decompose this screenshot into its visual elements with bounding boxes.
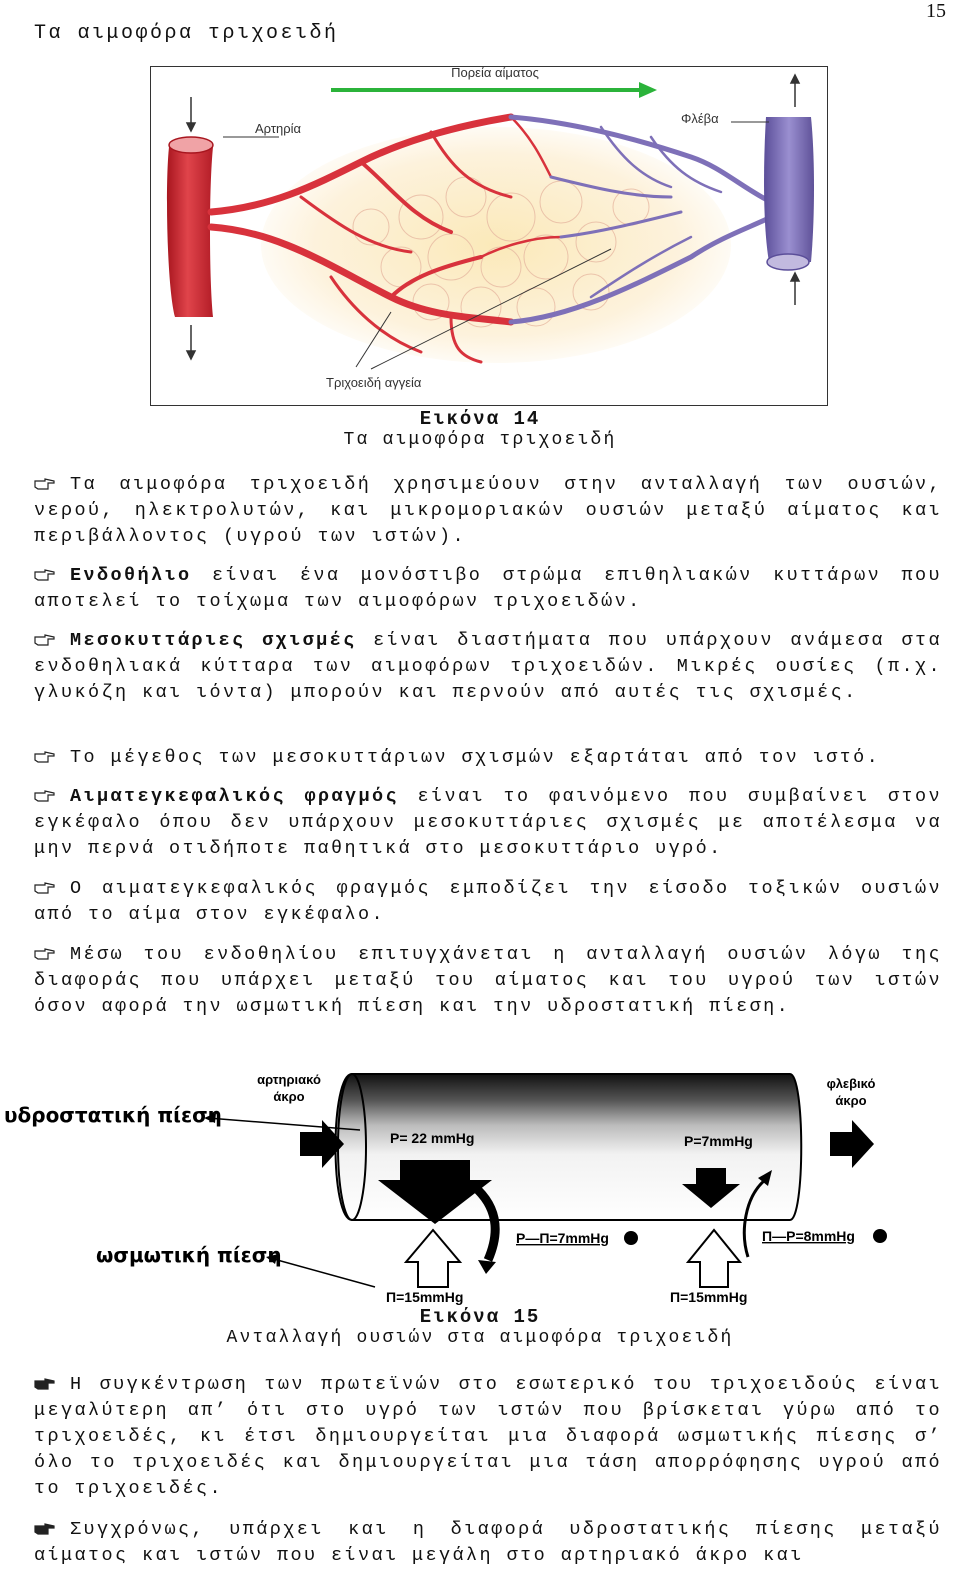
- paragraph-endothelium: [34, 563, 942, 615]
- left-osmotic-arrow: [406, 1230, 460, 1287]
- paragraph-text: Μέσω του ενδοθηλίου επιτυγχάνεται η ανταλλαγή ουσιών λόγω της διαφοράς που υπάρχει μεταξύ του αίματος και του υγρού των ιστών όσον αφορά την ωσμωτική πίεση και την υδροστατική πίεση.: [34, 944, 942, 1017]
- paragraph-hydrostatic-difference: [34, 1517, 942, 1569]
- vein-vessel: [764, 117, 814, 262]
- section-title: Τα αιμοφόρα τριχοειδή: [34, 22, 339, 45]
- paragraph-text: Ο αιματεγκεφαλικός φραγμός εμποδίζει την είσοδο τοξικών ουσιών από το αίμα στον εγκέφαλο.: [34, 878, 942, 925]
- flow-arrow-head: [639, 82, 657, 98]
- pointing-hand-icon: [34, 568, 56, 582]
- pressure-diff-right-label: Π—P=8mmHg: [762, 1228, 855, 1244]
- figure-15-caption: [0, 1306, 960, 1348]
- pointing-hand-icon: [34, 477, 56, 491]
- paragraph-text: Η συγκέντρωση των πρωτεϊνών στο εσωτερικό του τριχοειδούς είναι μεγαλύτερη απ’ ότι στο υγρό των ιστών που βρίσκεται γύρω από το τριχοειδές, κι έτσι δημιουργείται μια διαφορά ωσμωτικής πίεσης σ’ όλο το τριχοειδές και δημιουργείται μια τάση απορρόφησης υγρού από το τριχοειδές.: [34, 1374, 942, 1499]
- pointing-hand-icon: [34, 1377, 56, 1391]
- venous-end-label-2: άκρο: [835, 1093, 867, 1108]
- oncotic-left-label: Π=15mmHg: [386, 1289, 464, 1305]
- pressure-diff-left-label: P—Π=7mmHg: [516, 1230, 609, 1246]
- paragraph-pressure-exchange: [34, 942, 942, 1020]
- paragraph-text: είναι το φαινόμενο που συμβαίνει στον εγκέφαλο όπου δεν υπάρχουν μεσοκυττάριες σχισμές με αποτέλεσμα να μην περνά οτιδήποτε παθητικά στο μεσοκυττάριο υγρό.: [34, 786, 942, 859]
- paragraph-protein-concentration: [34, 1372, 942, 1502]
- page-number: 15: [926, 0, 946, 22]
- venous-end-label-1: φλεβικό: [826, 1076, 876, 1091]
- figure-15-caption-title: Εικόνα 15: [419, 1306, 541, 1328]
- oncotic-right-label: Π=15mmHg: [670, 1289, 748, 1305]
- term-blood-brain-barrier: Αιματεγκεφαλικός φραγμός: [70, 786, 400, 807]
- osmotic-pressure-label: ωσμωτική πίεση: [96, 1243, 282, 1267]
- paragraph-cleft-size: [34, 745, 942, 771]
- figure-14-caption-title: Εικόνα 14: [419, 408, 541, 430]
- figure-14-caption-subtitle: Τα αιμοφόρα τριχοειδή: [343, 430, 617, 450]
- pointing-hand-icon: [34, 789, 56, 803]
- paragraph-text: είναι ένα μονόστιβο στρώμα επιθηλιακών κυττάρων που αποτελεί το τοίχωμα των αιμοφόρων τριχοειδών.: [34, 565, 942, 612]
- left-curved-arrowhead: [478, 1260, 496, 1274]
- paragraph-text: Τα αιμοφόρα τριχοειδή χρησιμεύουν στην ανταλλαγή των ουσιών, νερού, ηλεκτρολυτών, και μικρομοριακών ουσιών μεταξύ αίματος και περιβάλλοντος (υγρού των ιστών).: [34, 474, 942, 547]
- paragraph-barrier-toxins: [34, 876, 942, 928]
- pointing-hand-icon: [34, 1522, 56, 1536]
- figure-15-svg: [0, 1062, 960, 1312]
- vein-opening: [767, 254, 809, 270]
- artery-opening: [169, 137, 213, 153]
- paragraph-text: Συγχρόνως, υπάρχει και η διαφορά υδροστατικής πίεσης μεταξύ αίματος και ιστών που είναι μεγάλη στο αρτηριακό άκρο και: [34, 1519, 942, 1566]
- artery-vessel: [167, 147, 213, 317]
- pointing-hand-icon: [34, 881, 56, 895]
- term-endothelium: Ενδοθήλιο: [70, 565, 192, 586]
- term-intercellular-clefts: Μεσοκυττάριες σχισμές: [70, 630, 357, 651]
- pressure-left-label: P= 22 mmHg: [390, 1130, 475, 1146]
- paragraph-intercellular-clefts: [34, 628, 942, 706]
- exit-arrow: [830, 1120, 874, 1168]
- tissue-area: [261, 127, 731, 363]
- flow-label: Πορεία αίματος: [451, 67, 539, 80]
- arterial-end-label-1: αρτηριακό: [257, 1072, 321, 1087]
- osmotic-pointer: [270, 1258, 375, 1287]
- right-osmotic-arrow: [688, 1230, 740, 1287]
- paragraph-blood-brain-barrier: [34, 784, 942, 862]
- paragraph-text: είναι διαστήματα που υπάρχουν ανάμεσα στα ενδοθηλιακά κύτταρα των αιμοφόρων τριχοειδών. Μικρές ουσίες (π.χ. γλυκόζη και ιόντα) μπορούν και περνούν από αυτές τις σχισμές.: [34, 630, 942, 703]
- pointing-hand-icon: [34, 947, 56, 961]
- vein-label: Φλέβα: [681, 111, 719, 126]
- hydrostatic-pressure-label: υδροστατική πίεση: [4, 1103, 222, 1127]
- arterial-end-label-2: άκρο: [273, 1089, 305, 1104]
- artery-label: Αρτηρία: [255, 121, 302, 136]
- left-bullet-dot: [624, 1231, 638, 1245]
- figure-14-capillaries-illustration: [150, 66, 828, 406]
- right-bullet-dot: [873, 1229, 887, 1243]
- figure-15-exchange-diagram: [0, 1062, 960, 1312]
- figure-15-caption-subtitle: Ανταλλαγή ουσιών στα αιμοφόρα τριχοειδή: [226, 1328, 734, 1348]
- figure-14-caption: [0, 408, 960, 450]
- figure-14-svg: [151, 67, 827, 405]
- paragraph-exchange: [34, 472, 942, 550]
- paragraph-text: Το μέγεθος των μεσοκυττάριων σχισμών εξαρτάται από τον ιστό.: [70, 747, 881, 768]
- pointing-hand-icon: [34, 633, 56, 647]
- pointing-hand-icon: [34, 750, 56, 764]
- capillaries-label: Τριχοειδή αγγεία: [326, 375, 422, 390]
- pressure-right-label: P=7mmHg: [684, 1133, 753, 1149]
